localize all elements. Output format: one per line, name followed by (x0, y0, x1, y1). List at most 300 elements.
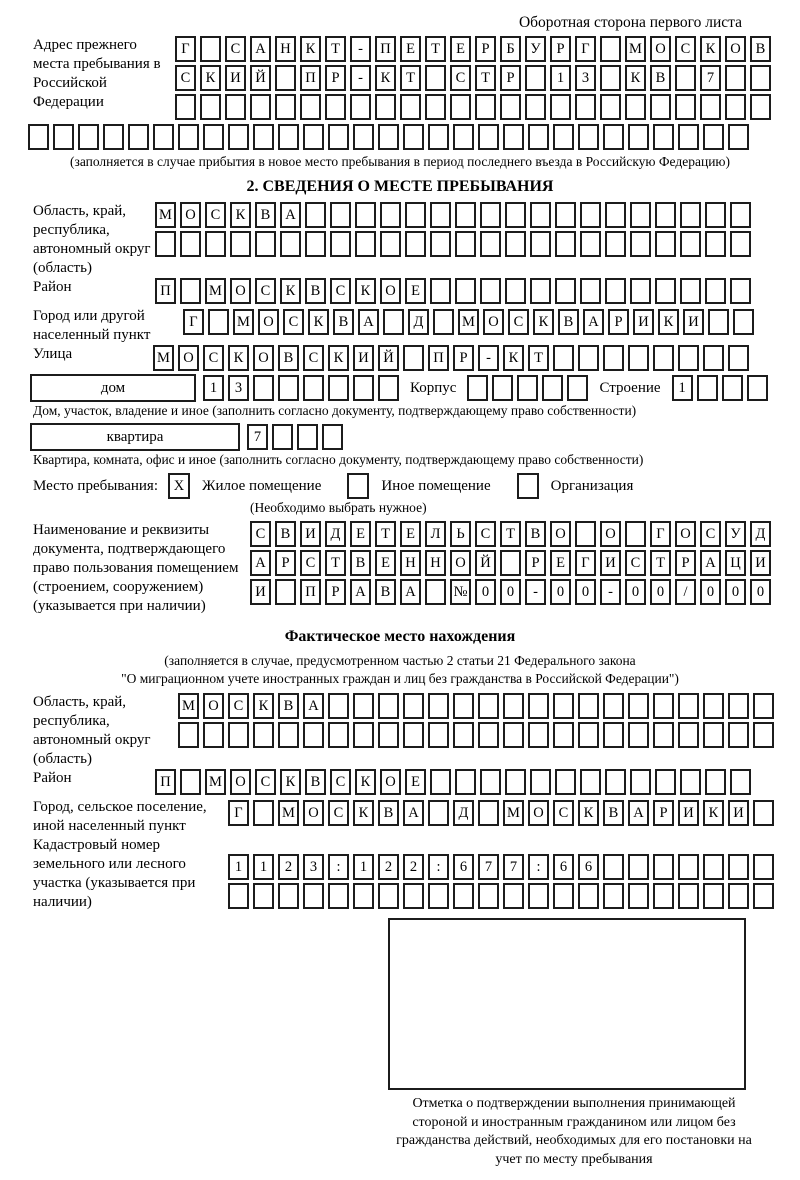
char-box[interactable] (480, 231, 501, 257)
char-box[interactable]: : (428, 854, 449, 880)
char-box[interactable]: 1 (550, 65, 571, 91)
char-box[interactable] (297, 424, 318, 450)
char-box[interactable] (203, 722, 224, 748)
char-box[interactable] (383, 309, 404, 335)
char-box[interactable] (603, 693, 624, 719)
char-box[interactable]: А (303, 693, 324, 719)
char-box[interactable] (253, 124, 274, 150)
char-box[interactable]: Е (350, 521, 371, 547)
char-box[interactable] (728, 722, 749, 748)
char-box[interactable] (428, 124, 449, 150)
char-box[interactable]: С (203, 345, 224, 371)
char-box[interactable] (455, 769, 476, 795)
char-box[interactable]: М (153, 345, 174, 371)
char-box[interactable] (503, 693, 524, 719)
char-box[interactable] (555, 769, 576, 795)
char-box[interactable]: С (300, 550, 321, 576)
char-box[interactable] (175, 94, 196, 120)
char-box[interactable] (753, 800, 774, 826)
char-box[interactable] (753, 883, 774, 909)
char-box[interactable] (505, 202, 526, 228)
char-box[interactable] (728, 854, 749, 880)
char-box[interactable]: О (178, 345, 199, 371)
char-box[interactable]: С (475, 521, 496, 547)
char-box[interactable]: К (355, 769, 376, 795)
char-box[interactable]: Т (400, 65, 421, 91)
char-box[interactable] (578, 345, 599, 371)
char-box[interactable] (655, 202, 676, 228)
char-box[interactable]: П (155, 769, 176, 795)
char-box[interactable]: К (328, 345, 349, 371)
char-box[interactable]: 0 (475, 579, 496, 605)
char-box[interactable] (280, 231, 301, 257)
char-box[interactable]: М (278, 800, 299, 826)
char-box[interactable]: В (275, 521, 296, 547)
char-box[interactable] (330, 231, 351, 257)
char-box[interactable] (380, 202, 401, 228)
char-box[interactable]: Р (475, 36, 496, 62)
char-box[interactable]: О (230, 769, 251, 795)
char-box[interactable] (305, 202, 326, 228)
char-box[interactable]: Р (608, 309, 629, 335)
char-box[interactable]: 2 (378, 854, 399, 880)
char-box[interactable]: 0 (575, 579, 596, 605)
char-box[interactable] (550, 94, 571, 120)
char-box[interactable] (353, 693, 374, 719)
char-box[interactable]: К (700, 36, 721, 62)
char-box[interactable] (578, 722, 599, 748)
char-box[interactable] (678, 854, 699, 880)
char-box[interactable] (747, 375, 768, 401)
char-box[interactable] (228, 722, 249, 748)
char-box[interactable]: - (350, 36, 371, 62)
char-box[interactable] (653, 693, 674, 719)
char-box[interactable]: И (353, 345, 374, 371)
char-box[interactable] (153, 124, 174, 150)
char-box[interactable] (680, 202, 701, 228)
char-box[interactable] (403, 124, 424, 150)
char-box[interactable] (178, 722, 199, 748)
char-box[interactable]: М (205, 278, 226, 304)
char-box[interactable] (680, 278, 701, 304)
char-box[interactable] (730, 278, 751, 304)
char-box[interactable] (678, 693, 699, 719)
apartment-type-box[interactable]: квартира (30, 423, 240, 451)
char-box[interactable]: Р (453, 345, 474, 371)
char-box[interactable]: М (503, 800, 524, 826)
char-box[interactable] (303, 722, 324, 748)
char-box[interactable] (433, 309, 454, 335)
char-box[interactable]: - (350, 65, 371, 91)
char-box[interactable] (330, 202, 351, 228)
char-box[interactable]: К (625, 65, 646, 91)
char-box[interactable]: О (380, 769, 401, 795)
char-box[interactable] (328, 693, 349, 719)
char-box[interactable]: В (278, 693, 299, 719)
char-box[interactable]: 3 (228, 375, 249, 401)
char-box[interactable] (653, 124, 674, 150)
char-box[interactable] (455, 231, 476, 257)
char-box[interactable]: - (600, 579, 621, 605)
char-box[interactable] (575, 521, 596, 547)
char-box[interactable] (575, 94, 596, 120)
char-box[interactable]: 0 (625, 579, 646, 605)
char-box[interactable]: А (250, 36, 271, 62)
char-box[interactable]: / (675, 579, 696, 605)
char-box[interactable] (492, 375, 513, 401)
char-box[interactable] (200, 36, 221, 62)
char-box[interactable]: И (225, 65, 246, 91)
char-box[interactable]: 6 (578, 854, 599, 880)
char-box[interactable] (453, 722, 474, 748)
char-box[interactable] (378, 693, 399, 719)
char-box[interactable]: Л (425, 521, 446, 547)
char-box[interactable] (603, 883, 624, 909)
char-box[interactable] (303, 124, 324, 150)
char-box[interactable]: И (250, 579, 271, 605)
char-box[interactable]: Н (400, 550, 421, 576)
char-box[interactable]: О (380, 278, 401, 304)
char-box[interactable]: Р (325, 579, 346, 605)
char-box[interactable] (580, 769, 601, 795)
char-box[interactable] (328, 124, 349, 150)
char-box[interactable]: 3 (575, 65, 596, 91)
char-box[interactable] (425, 579, 446, 605)
char-box[interactable] (53, 124, 74, 150)
char-box[interactable]: О (450, 550, 471, 576)
char-box[interactable]: К (375, 65, 396, 91)
char-box[interactable] (405, 202, 426, 228)
char-box[interactable] (380, 231, 401, 257)
char-box[interactable] (555, 202, 576, 228)
char-box[interactable]: Т (425, 36, 446, 62)
char-box[interactable] (653, 345, 674, 371)
char-box[interactable] (453, 883, 474, 909)
char-box[interactable] (630, 769, 651, 795)
char-box[interactable] (628, 854, 649, 880)
char-box[interactable] (555, 231, 576, 257)
char-box[interactable] (403, 345, 424, 371)
char-box[interactable] (275, 94, 296, 120)
char-box[interactable]: К (353, 800, 374, 826)
char-box[interactable] (225, 94, 246, 120)
char-box[interactable] (478, 124, 499, 150)
char-box[interactable]: - (525, 579, 546, 605)
char-box[interactable] (725, 94, 746, 120)
char-box[interactable]: С (450, 65, 471, 91)
char-box[interactable] (503, 883, 524, 909)
char-box[interactable] (353, 375, 374, 401)
char-box[interactable] (378, 124, 399, 150)
char-box[interactable]: О (258, 309, 279, 335)
char-box[interactable]: И (633, 309, 654, 335)
char-box[interactable]: Т (528, 345, 549, 371)
char-box[interactable]: В (255, 202, 276, 228)
char-box[interactable]: С (553, 800, 574, 826)
char-box[interactable]: Й (250, 65, 271, 91)
char-box[interactable]: Д (453, 800, 474, 826)
char-box[interactable]: : (528, 854, 549, 880)
char-box[interactable]: К (230, 202, 251, 228)
char-box[interactable]: К (228, 345, 249, 371)
char-box[interactable] (600, 65, 621, 91)
char-box[interactable] (600, 36, 621, 62)
char-box[interactable]: № (450, 579, 471, 605)
char-box[interactable] (455, 202, 476, 228)
char-box[interactable] (375, 94, 396, 120)
char-box[interactable] (653, 854, 674, 880)
char-box[interactable] (628, 693, 649, 719)
char-box[interactable]: С (255, 769, 276, 795)
char-box[interactable]: М (233, 309, 254, 335)
char-box[interactable]: А (280, 202, 301, 228)
char-box[interactable] (730, 769, 751, 795)
char-box[interactable] (753, 854, 774, 880)
char-box[interactable] (628, 883, 649, 909)
char-box[interactable] (525, 65, 546, 91)
char-box[interactable] (705, 278, 726, 304)
char-box[interactable]: Й (475, 550, 496, 576)
char-box[interactable]: 1 (228, 854, 249, 880)
char-box[interactable]: М (205, 769, 226, 795)
char-box[interactable] (655, 769, 676, 795)
char-box[interactable]: 1 (203, 375, 224, 401)
char-box[interactable] (253, 375, 274, 401)
char-box[interactable] (505, 769, 526, 795)
char-box[interactable]: Р (500, 65, 521, 91)
char-box[interactable] (697, 375, 718, 401)
char-box[interactable] (180, 278, 201, 304)
char-box[interactable] (180, 769, 201, 795)
char-box[interactable]: Р (675, 550, 696, 576)
char-box[interactable]: Р (525, 550, 546, 576)
char-box[interactable] (400, 94, 421, 120)
char-box[interactable] (155, 231, 176, 257)
char-box[interactable] (430, 202, 451, 228)
char-box[interactable]: О (650, 36, 671, 62)
char-box[interactable] (680, 769, 701, 795)
char-box[interactable] (603, 345, 624, 371)
char-box[interactable]: 0 (700, 579, 721, 605)
char-box[interactable] (253, 722, 274, 748)
char-box[interactable] (553, 883, 574, 909)
char-box[interactable]: П (300, 65, 321, 91)
char-box[interactable]: Г (575, 550, 596, 576)
char-box[interactable] (453, 124, 474, 150)
char-box[interactable]: С (330, 278, 351, 304)
char-box[interactable]: Д (325, 521, 346, 547)
char-box[interactable] (455, 278, 476, 304)
char-box[interactable] (530, 202, 551, 228)
char-box[interactable]: Е (400, 36, 421, 62)
char-box[interactable] (730, 231, 751, 257)
char-box[interactable] (733, 309, 754, 335)
char-box[interactable] (680, 231, 701, 257)
char-box[interactable] (678, 883, 699, 909)
char-box[interactable] (300, 94, 321, 120)
char-box[interactable]: К (253, 693, 274, 719)
char-box[interactable]: 0 (500, 579, 521, 605)
char-box[interactable] (703, 693, 724, 719)
char-box[interactable]: А (628, 800, 649, 826)
char-box[interactable]: К (280, 278, 301, 304)
char-box[interactable] (478, 693, 499, 719)
char-box[interactable] (630, 278, 651, 304)
char-box[interactable] (580, 202, 601, 228)
char-box[interactable] (378, 722, 399, 748)
char-box[interactable] (303, 375, 324, 401)
char-box[interactable]: Н (275, 36, 296, 62)
char-box[interactable]: К (200, 65, 221, 91)
char-box[interactable]: П (428, 345, 449, 371)
char-box[interactable]: М (178, 693, 199, 719)
char-box[interactable] (578, 693, 599, 719)
char-box[interactable]: А (250, 550, 271, 576)
char-box[interactable] (353, 124, 374, 150)
char-box[interactable] (403, 883, 424, 909)
char-box[interactable]: О (550, 521, 571, 547)
char-box[interactable] (180, 231, 201, 257)
char-box[interactable] (428, 722, 449, 748)
char-box[interactable] (403, 722, 424, 748)
char-box[interactable]: К (280, 769, 301, 795)
char-box[interactable]: О (725, 36, 746, 62)
char-box[interactable]: О (675, 521, 696, 547)
char-box[interactable] (430, 278, 451, 304)
char-box[interactable]: М (155, 202, 176, 228)
char-box[interactable] (678, 345, 699, 371)
char-box[interactable] (453, 693, 474, 719)
char-box[interactable] (578, 883, 599, 909)
char-box[interactable]: Е (550, 550, 571, 576)
char-box[interactable] (355, 202, 376, 228)
char-box[interactable] (528, 693, 549, 719)
char-box[interactable] (328, 883, 349, 909)
char-box[interactable] (605, 202, 626, 228)
char-box[interactable] (653, 883, 674, 909)
char-box[interactable] (530, 769, 551, 795)
char-box[interactable]: Е (400, 521, 421, 547)
char-box[interactable]: 6 (453, 854, 474, 880)
char-box[interactable]: 0 (725, 579, 746, 605)
char-box[interactable] (480, 769, 501, 795)
char-box[interactable] (28, 124, 49, 150)
char-box[interactable]: К (308, 309, 329, 335)
char-box[interactable] (253, 800, 274, 826)
char-box[interactable]: Р (653, 800, 674, 826)
char-box[interactable] (705, 231, 726, 257)
char-box[interactable] (705, 202, 726, 228)
char-box[interactable] (505, 278, 526, 304)
char-box[interactable] (228, 883, 249, 909)
char-box[interactable] (728, 345, 749, 371)
char-box[interactable] (278, 722, 299, 748)
char-box[interactable] (528, 883, 549, 909)
char-box[interactable]: В (350, 550, 371, 576)
char-box[interactable] (730, 202, 751, 228)
char-box[interactable] (500, 94, 521, 120)
char-box[interactable] (353, 883, 374, 909)
char-box[interactable] (553, 693, 574, 719)
char-box[interactable]: П (155, 278, 176, 304)
char-box[interactable] (722, 375, 743, 401)
char-box[interactable] (578, 124, 599, 150)
char-box[interactable]: В (378, 800, 399, 826)
char-box[interactable] (703, 124, 724, 150)
char-box[interactable]: С (328, 800, 349, 826)
char-box[interactable] (703, 883, 724, 909)
char-box[interactable]: Т (375, 521, 396, 547)
char-box[interactable] (305, 231, 326, 257)
char-box[interactable]: О (203, 693, 224, 719)
char-box[interactable]: С (283, 309, 304, 335)
char-box[interactable]: Т (500, 521, 521, 547)
stay-option-checkbox[interactable]: X (168, 473, 190, 499)
char-box[interactable]: У (525, 36, 546, 62)
char-box[interactable]: С (205, 202, 226, 228)
char-box[interactable] (503, 124, 524, 150)
char-box[interactable] (753, 693, 774, 719)
char-box[interactable] (625, 94, 646, 120)
char-box[interactable]: П (375, 36, 396, 62)
char-box[interactable] (703, 722, 724, 748)
char-box[interactable] (322, 424, 343, 450)
char-box[interactable] (605, 278, 626, 304)
char-box[interactable] (753, 722, 774, 748)
char-box[interactable]: К (533, 309, 554, 335)
char-box[interactable] (580, 231, 601, 257)
char-box[interactable] (630, 231, 651, 257)
char-box[interactable]: О (600, 521, 621, 547)
char-box[interactable] (678, 722, 699, 748)
char-box[interactable]: 1 (353, 854, 374, 880)
char-box[interactable]: 7 (478, 854, 499, 880)
char-box[interactable] (275, 579, 296, 605)
char-box[interactable]: Е (405, 769, 426, 795)
char-box[interactable]: Т (475, 65, 496, 91)
char-box[interactable]: А (400, 579, 421, 605)
char-box[interactable]: О (483, 309, 504, 335)
char-box[interactable]: В (750, 36, 771, 62)
char-box[interactable]: Е (450, 36, 471, 62)
char-box[interactable]: 2 (278, 854, 299, 880)
char-box[interactable] (580, 278, 601, 304)
char-box[interactable] (478, 883, 499, 909)
house-type-box[interactable]: дом (30, 374, 196, 402)
char-box[interactable]: А (583, 309, 604, 335)
char-box[interactable] (750, 65, 771, 91)
char-box[interactable]: П (300, 579, 321, 605)
char-box[interactable] (328, 722, 349, 748)
char-box[interactable] (278, 124, 299, 150)
char-box[interactable]: В (305, 278, 326, 304)
char-box[interactable] (200, 94, 221, 120)
char-box[interactable]: К (578, 800, 599, 826)
char-box[interactable]: В (375, 579, 396, 605)
char-box[interactable]: Г (175, 36, 196, 62)
char-box[interactable] (278, 375, 299, 401)
char-box[interactable]: 0 (550, 579, 571, 605)
char-box[interactable] (750, 94, 771, 120)
char-box[interactable]: Т (325, 36, 346, 62)
char-box[interactable] (728, 693, 749, 719)
char-box[interactable] (178, 124, 199, 150)
char-box[interactable]: В (603, 800, 624, 826)
char-box[interactable]: Г (575, 36, 596, 62)
char-box[interactable]: С (225, 36, 246, 62)
char-box[interactable]: Е (405, 278, 426, 304)
char-box[interactable] (630, 202, 651, 228)
